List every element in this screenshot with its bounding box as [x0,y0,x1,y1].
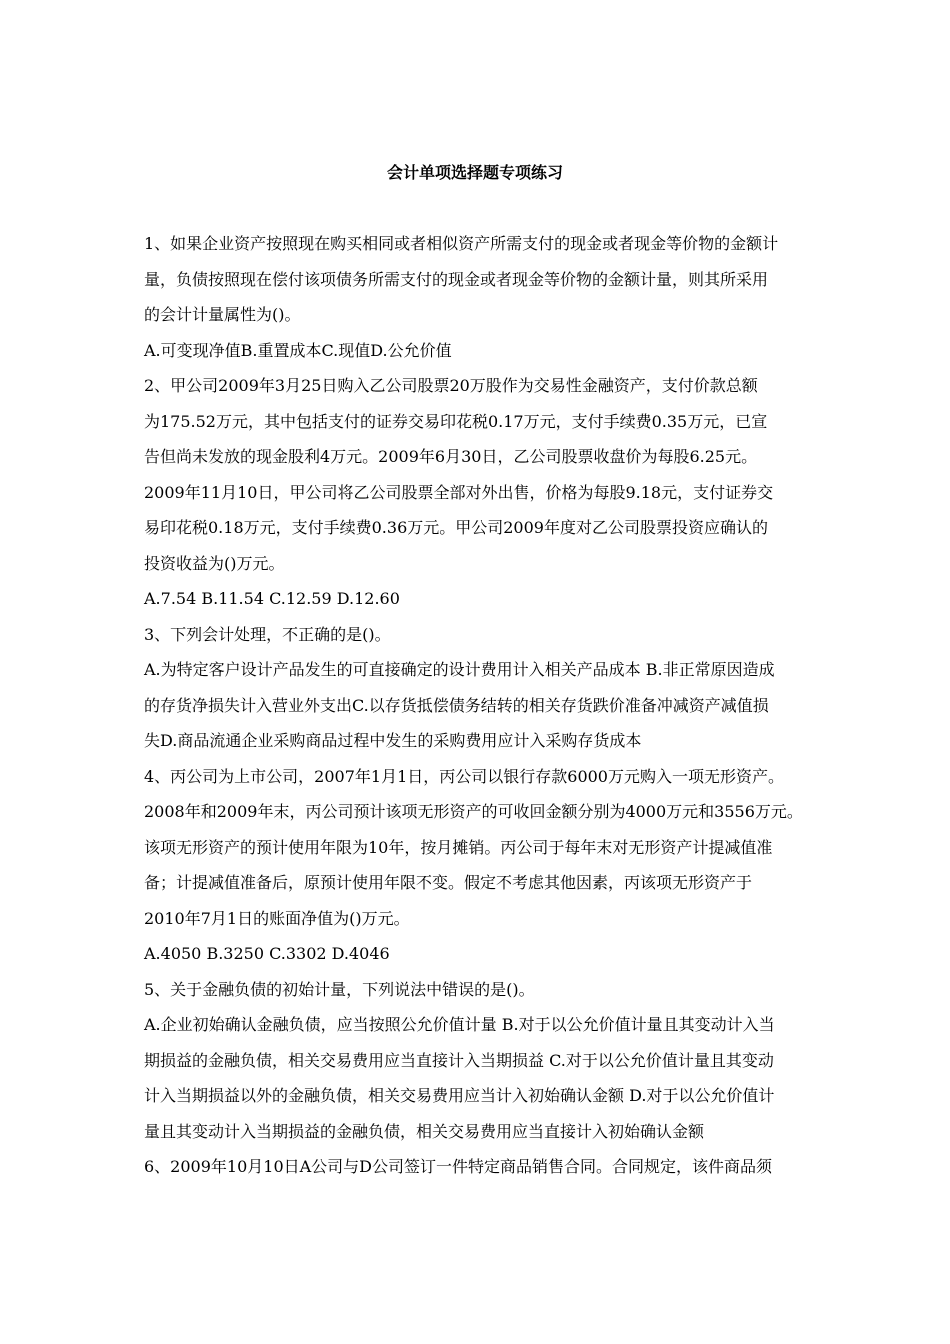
text-line: 的会计计量属性为()。 [144,305,301,324]
document-body [144,226,814,1185]
answer-options: 计入当期损益以外的金融负债，相关交易费用应当计入初始确认金额 D.对于以公允价值计 [144,1086,775,1105]
text-line: 2009年11月10日，甲公司将乙公司股票全部对外出售，价格为每股9.18元，支付证券交 [144,482,774,502]
text-line: 2010年7月1日的账面净值为()万元。 [144,908,410,928]
text-line: 1、如果企业资产按照现在购买相同或者相似资产所需支付的现金或者现金等价物的金额计 [144,234,779,253]
text-line: 易印花税0.18万元，支付手续费0.36万元。甲公司2009年度对乙公司股票投资应确认的 [144,518,768,537]
text-line: 备；计提减值准备后，原预计使用年限不变。假定不考虑其他因素，丙该项无形资产于 [144,873,753,892]
text-line: 5、关于金融负债的初始计量，下列说法中错误的是()。 [144,979,535,999]
answer-options: 失D.商品流通企业采购商品过程中发生的采购费用应计入采购存货成本 [144,731,642,750]
answer-options: A.为特定客户设计产品发生的可直接确定的设计费用计入相关产品成本 B.非正常原因造成 [144,660,775,679]
answer-options: 量且其变动计入当期损益的金融负债，相关交易费用应当直接计入初始确认金额 [144,1121,705,1141]
text-line: 4、丙公司为上市公司，2007年1月1日，丙公司以银行存款6000万元购入一项无形资产。 [144,766,784,786]
text-line: 投资收益为()万元。 [144,553,285,573]
text-line: 2008年和2009年末，丙公司预计该项无形资产的可收回金额分别为4000万元和3556万元。 [144,802,803,821]
answer-options: A.可变现净值B.重置成本C.现值D.公允价值 [144,340,452,360]
answer-options: A.7.54 B.11.54 C.12.59 D.12.60 [144,589,400,608]
answer-options: 期损益的金融负债，相关交易费用应当直接计入当期损益 C.对于以公允价值计量且其变动 [144,1050,774,1070]
text-line: 量，负债按照现在偿付该项债务所需支付的现金或者现金等价物的金额计量，则其所采用 [144,269,769,289]
answer-options: A.企业初始确认金融负债，应当按照公允价值计量 B.对于以公允价值计量且其变动计入当 [144,1015,775,1034]
page-title: 会计单项选择题专项练习 [386,163,563,182]
answer-options: A.4050 B.3250 C.3302 D.4046 [144,944,390,963]
text-line: 6、2009年10月10日A公司与D公司签订一件特定商品销售合同。合同规定，该件商品须 [144,1157,773,1176]
text-line: 该项无形资产的预计使用年限为10年，按月摊销。丙公司于每年末对无形资产计提减值准 [144,837,773,857]
text-line: 为175.52万元，其中包括支付的证券交易印花税0.17万元，支付手续费0.35万元，已宣 [144,411,768,431]
text-line: 2、甲公司2009年3月25日购入乙公司股票20万股作为交易性金融资产，支付价款总额 [144,376,758,395]
text-line: 告但尚未发放的现金股利4万元。2009年6月30日，乙公司股票收盘价为每股6.25元。 [144,447,758,466]
text-line: 3、下列会计处理，不正确的是()。 [144,624,391,644]
answer-options: 的存货净损失计入营业外支出C.以存货抵偿债务结转的相关存货跌价准备冲减资产减值损 [144,695,769,715]
